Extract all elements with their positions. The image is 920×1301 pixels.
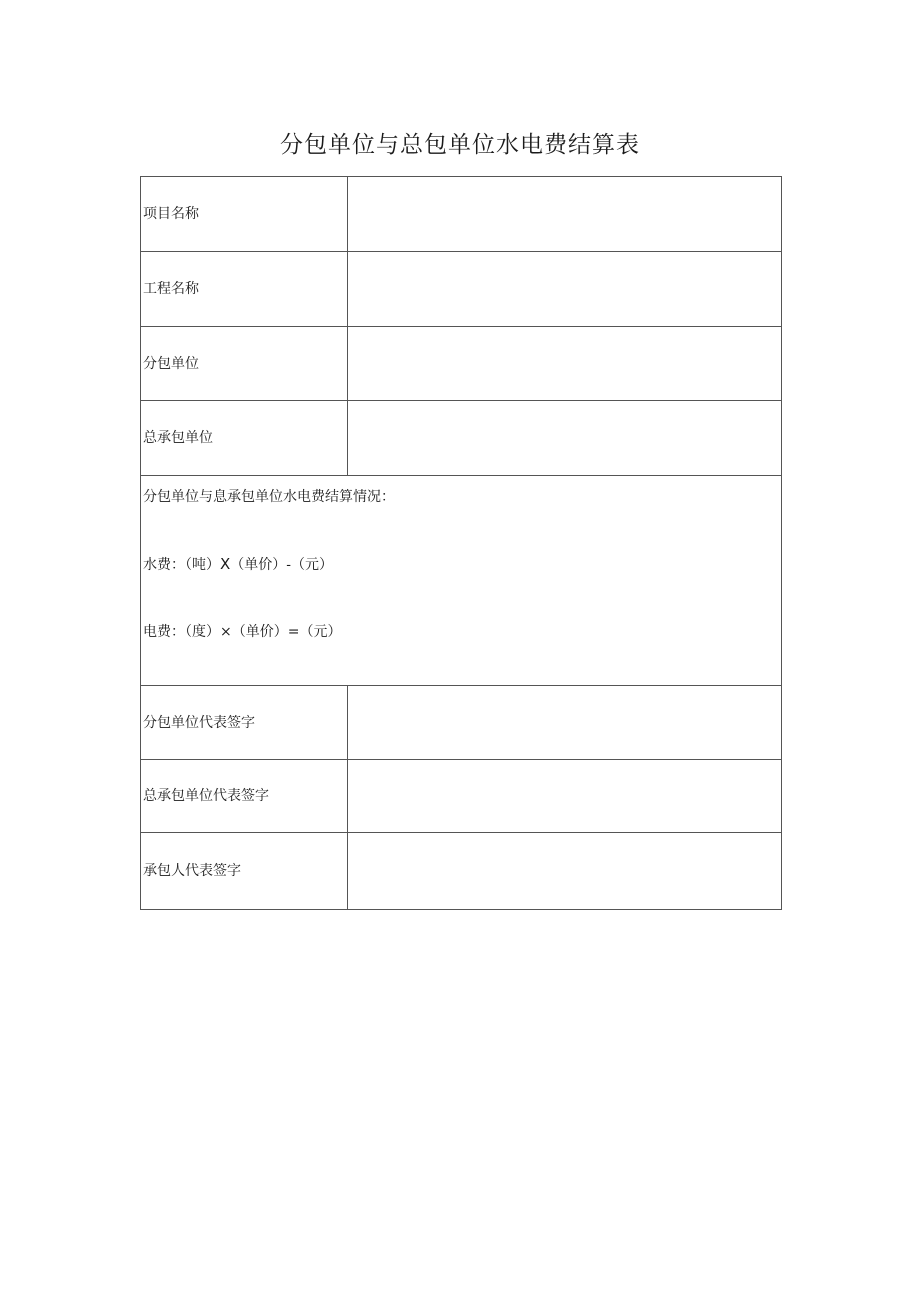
general-contractor-signature-field[interactable] [348,760,782,833]
general-contractor-field[interactable] [348,401,782,476]
engineering-name-label: 工程名称 [141,252,348,327]
contractor-signature-field[interactable] [348,833,782,910]
form-row-general-contractor-signature [141,760,782,833]
page-title: 分包单位与总包单位水电费结算表 [280,132,640,158]
settlement-summary-cell[interactable] [141,476,782,686]
water-fee-prefix: 水费：（吨） [143,557,220,573]
subcontractor-signature-field[interactable] [348,686,782,760]
subcontractor-signature-label: 分包单位代表签字 [141,686,348,760]
summary-heading: 分包单位与息承包单位水电费结算情况： [143,489,395,505]
project-name-field[interactable] [348,177,782,252]
water-fee-line [143,555,333,574]
electric-fee-line: 电费：（度）×（单价）=（元） [143,624,342,640]
engineering-name-field[interactable] [348,252,782,327]
form-row-subcontractor-signature [141,686,782,760]
general-contractor-label: 总承包单位 [141,401,348,476]
project-name-label: 项目名称 [141,177,348,252]
form-row-summary [141,476,782,686]
subcontractor-field[interactable] [348,327,782,401]
general-contractor-signature-label: 总承包单位代表签字 [141,760,348,833]
water-fee-suffix: （单价）-（元） [230,557,334,573]
form-row-subcontractor [141,327,782,401]
settlement-form-table [140,176,782,910]
form-row-contractor-signature [141,833,782,910]
subcontractor-label: 分包单位 [141,327,348,401]
form-row-general-contractor [141,401,782,476]
contractor-signature-label: 承包人代表签字 [141,833,348,910]
water-fee-multiply: X [220,555,231,573]
form-row-project-name [141,177,782,252]
form-row-engineering-name [141,252,782,327]
